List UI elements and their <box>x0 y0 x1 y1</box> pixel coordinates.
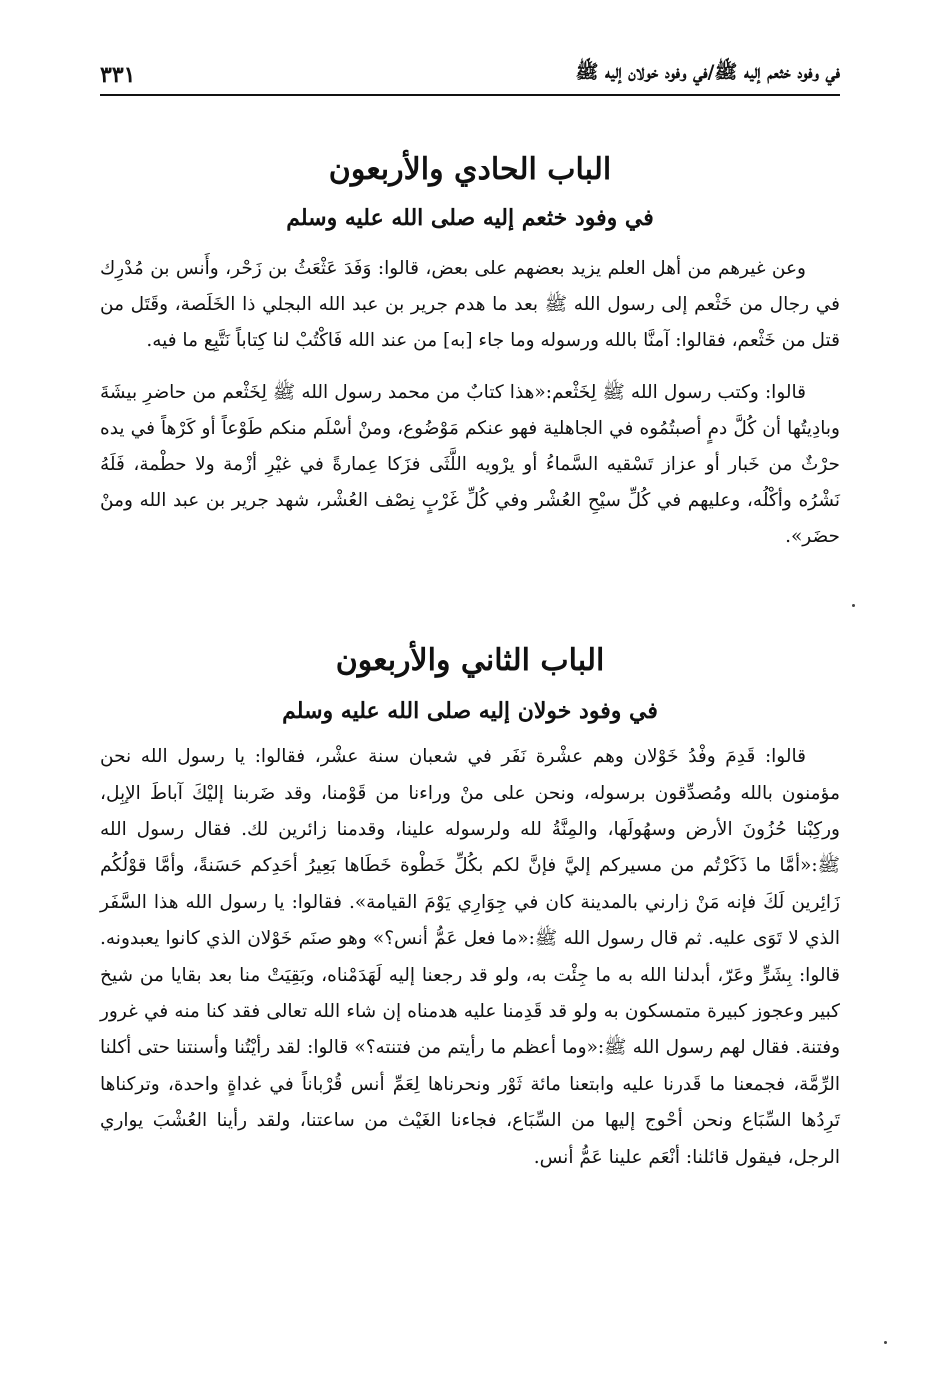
chapter-41-heading: الباب الحادي والأربعون <box>328 152 612 187</box>
chapter-41-subtitle: في وفود خثعم إليه صلى الله عليه وسلم <box>286 205 654 231</box>
running-title: في وفود خثعم إليه ﷺ/في وفود خولان إليه ﷺ <box>575 61 840 83</box>
chapter-41-paragraph-2: قالوا: وكتب رسول الله ﷺ لِخَثْعم:«هذا كتابٌ من محمد رسول الله ﷺ لِخَثْعم من حاضرِ بيشَةَ وبادِيتُها أن كُلَّ دمٍ أصبتُمُوه في الجاهلية فهو عنكم مَوْضُوع، ومنْ أسْلَم منكم طَوْعاً أو كَرْهاً في يده حرْثٌ من خَبار أو عزاز تَسْقيه السَّماءُ أو يرْويه اللَّثَى فزَكا عِمارةً في غيْرِ أزْمة ولا حطْمة، فَلَهُ نَشْرُه وأكْلُه، وعليهم في كُلِّ سيْحِ العُشْر وفي كُلِّ غَرْبٍ نِصْف العُشْر، شهد جرير بن عبد الله ومنْ حضَر». <box>100 381 840 547</box>
scan-speck <box>884 1341 887 1344</box>
chapter-41-paragraph-1: وعن غيرهم من أهل العلم يزيد بعضهم على بعض، قالوا: وَفَدَ عَثْعَثُ بن زَحْر، وأَنس بن مُدْرِك في رجال من خَثْعم إلى رسول الله ﷺ بعد ما هدم جرير بن عبد الله البجلي ذا الخَلَصة، وقَتَل من قتل من خَثْعم، فقالوا: آمنَّا بالله ورسوله وما جاء [به] من عند الله فَاكْتُبْ لنا كِتاباً نَتَّبِع ما فيه. <box>100 257 840 351</box>
chapter-42-heading: الباب الثاني والأربعون <box>335 642 605 678</box>
page-number: ٣٣١ <box>100 62 136 88</box>
scan-speck <box>852 604 855 607</box>
chapter-42-subtitle: في وفود خولان إليه صلى الله عليه وسلم <box>282 697 658 724</box>
chapter-42-paragraph-1: قالوا: قَدِمَ وفْدُ خَوْلان وهم عشْرة نَفَر في شعبان سنة عشْر، فقالوا: يا رسول الله نحن مؤمنون بالله ومُصدِّقون برسوله، ونحن على منْ وراءنا من قَوْمنا، وقد ضَربنا إليْكَ آباطَ الإبِل، وركِبْنا حُزُونَ الأرض وسهُولَها، والمِنَّةُ لله ولرسوله علينا، وقدمنا زائرين لك. فقال رسول الله ﷺ:«أمَّا ما ذَكَرْتُم من مسيركم إليَّ فإنَّ لكم بكُلِّ خَطْوة خَطَاها بَعِيرُ أحَدِكم حَسَنةً، وأمَّا قوْلُكُم زَائِرين لَكَ فإنه مَنْ زارني بالمدينة كان في جِوَارِي يَوْمَ القيامة». فقالوا: يا رسول الله هذا السَّفَر الذي لا تَوَى عليه. ثم قال رسول الله ﷺ:«ما فعل عَمُّ أنس؟» وهو صنَم خَوْلان الذي كانوا يعبدونه. قالوا: بِشَرٍّ وعَرّ، أبدلنا الله به ما جِئْت به، ولو قد رجعنا إليه لَهَدَمْناه، وبَقِيَتْ منا بعد بقايا من شيخ كبير وعجوز كبيرة متمسكون به ولو قد قَدِمنا عليه هدمناه إن شاء الله تعالى فقد كنا منه في غرور وفتنة. فقال لهم رسول الله ﷺ:«وما أعظم ما رأيتم من فتنته؟» قالوا: لقد رأيْتُنا وأسنتنا حتى أكلنا الرِّمَّة، فجمعنا ما قَدرنا عليه وابتعنا مائة ثَوْر ونحرناها لِعَمِّ أنس قُرْباناً في غداةٍ واحدة، وتركناها تَرِدُها السِّبَاع ونحن أحْوج إليها من السِّبَاع، فجاءنا الغَيْث من ساعتنا، ولقد رأينا العُشْبَ يواري الرجل، فيقول قائلنا: أنْعَم علينا عَمُّ أنس. <box>100 746 840 1168</box>
book-page <box>100 48 840 1176</box>
running-header <box>100 48 840 96</box>
